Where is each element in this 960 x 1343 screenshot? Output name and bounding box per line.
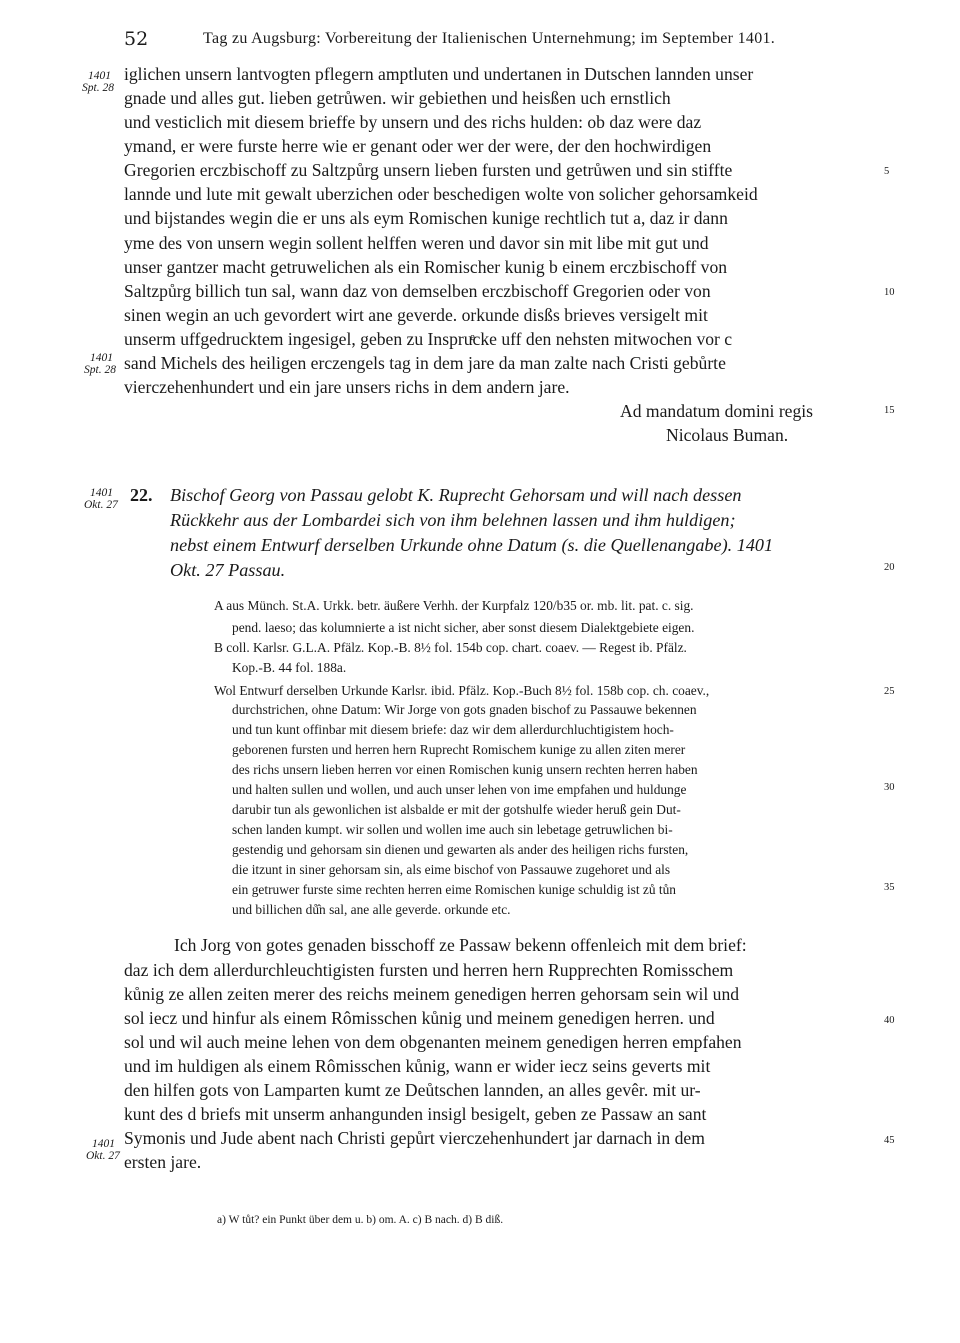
- source-line: gestendig und gehorsam sin dienen und gewarten als ander des heiligen richs fursten,: [232, 842, 689, 857]
- margin-date-note: 1401 Okt. 27: [86, 1138, 120, 1162]
- text-line: lannde und lute mit gewalt uberzichen oder beschedigen wolte von solicher gehorsamkeid: [124, 184, 758, 204]
- document-heading-line: Rückkehr aus der Lombardei sich von ihm belehnen lassen und ihm huldigen;: [170, 510, 736, 530]
- source-line: pend. laeso; das kolumnierte a ist nicht sicher, aber sonst diesem Dialektgebiete eigen.: [232, 620, 695, 635]
- footnotes: a) W tůt? ein Punkt über dem u. b) om. A. c) B nach. d) B diß.: [217, 1214, 504, 1226]
- line-number: 30: [884, 782, 895, 793]
- margin-date-note: 1401 Spt. 28: [82, 70, 114, 94]
- document-number: 22.: [130, 485, 153, 505]
- line-number: 15: [884, 405, 895, 416]
- source-line: geborenen fursten und herren hern Ruprecht Romischem kunige zu allen ziten merer: [232, 742, 686, 757]
- document-heading-line: Bischof Georg von Passau gelobt K. Ruprecht Gehorsam und will nach dessen: [170, 485, 742, 505]
- text-line: yme des von unsern wegin sollent helffen weren und davor sin mit libe mit gut und: [124, 233, 709, 253]
- line-number: 25: [884, 686, 895, 697]
- text-line: sol iecz und hinfur als einem Rômisschen kůnig und meinem genedigen herren. und: [124, 1008, 715, 1028]
- source-line: schen landen kumpt. wir sollen und wollen ime auch sin lebetage getruwlichen bi-: [232, 822, 673, 837]
- signature-line: Nicolaus Buman.: [666, 425, 789, 445]
- document-heading-line: nebst einem Entwurf derselben Urkunde ohne Datum (s. die Quellenangabe). 1401: [170, 535, 774, 555]
- document-heading-line: Okt. 27 Passau.: [170, 560, 286, 580]
- text-line: den hilfen gots von Lamparten kumt ze Deůtschen lannden, an alles gevêr. mit ur-: [124, 1080, 701, 1100]
- source-line: Wol Entwurf derselben Urkunde Karlsr. ibid. Pfälz. Kop.-Buch 8½ fol. 158b cop. ch. coaev.,: [214, 683, 710, 698]
- running-title: Tag zu Augsburg: Vorbereitung der Italienischen Unternehmung; im September 1401.: [203, 30, 776, 47]
- line-number: 35: [884, 882, 895, 893]
- signature-line: Ad mandatum domini regis: [620, 401, 814, 421]
- line-number: 40: [884, 1015, 895, 1026]
- margin-date-note: 1401 Okt. 27: [84, 487, 118, 511]
- line-number: 5: [884, 166, 890, 177]
- text-line: kůnig ze allen zeiten merer des reichs meinem genedigen herren gehorsam sein wil und: [124, 984, 740, 1004]
- line-number: 10: [884, 287, 895, 298]
- source-line: des richs unsern lieben herren vor einen Romischen kunig unsern rechten herren haben: [232, 762, 698, 777]
- text-line: und bijstandes wegin die er uns als eym Romischen kunige rechtlich tut a, daz ir dann: [124, 208, 728, 228]
- source-line: darubir tun als gewonlichen ist alsbalde er mit der gotshulfe wieder heruß gein Dut-: [232, 802, 681, 817]
- text-line: Symonis und Jude abent nach Christi gepůrt vierczehenhundert jar darnach in dem: [124, 1128, 705, 1148]
- line-number: 45: [884, 1135, 895, 1146]
- text-line: Saltzpůrg billich tun sal, wann daz von demselben erczbischoff Gregorien oder von: [124, 281, 711, 301]
- text-line: iglichen unsern lantvogten pflegern amptluten und undertanen in Dutschen lannden unser: [124, 64, 754, 84]
- source-line: Kop.-B. 44 fol. 188a.: [232, 660, 347, 675]
- text-line: Gregorien erczbischoff zu Saltzpůrg unsern lieben fursten und getrůwen und sin stiffte: [124, 160, 733, 180]
- text-line: unser gantzer macht getruwelichen als ein Romischer kunig b einem erczbischoff von: [124, 257, 728, 277]
- text-line: sol und wil auch meine lehen von dem obgenanten meinem genedigen herren empfahen: [124, 1032, 742, 1052]
- source-line: A aus Münch. St.A. Urkk. betr. äußere Verhh. der Kurpfalz 120/b35 or. mb. lit. pat. c. sig.: [214, 598, 694, 613]
- text-line: vierczehenhundert und ein jare unsers richs in dem andern jare.: [124, 377, 570, 397]
- line-number: 20: [884, 562, 895, 573]
- source-line: ein getruwer furste sime rechten herren eime Romischen kunige schuldig ist zů tůn: [232, 882, 676, 897]
- text-line: sand Michels des heiligen erczengels tag in dem jare da man zalte nach Cristi gebůrte: [124, 353, 726, 373]
- text-line: gnade und alles gut. lieben getrůwen. wir gebiethen und heisßen uch ernstlich: [124, 88, 671, 108]
- text-line: und im huldigen als einem Rômisschen kůnig, wann er wider iecz seins geverts mit: [124, 1056, 711, 1076]
- text-line: ymand, er were furste herre wie er genant oder wer der were, der den hochwirdigen: [124, 136, 712, 156]
- source-line: durchstrichen, ohne Datum: Wir Jorge von gots gnaden bischof zu Passauwe bekennen: [232, 702, 697, 717]
- source-line: und billichen dů̂n sal, ane alle geverde. orkunde etc.: [232, 902, 511, 917]
- text-line: kunt des d briefs mit unserm anhangunden insigl besigelt, geben ze Passaw an sant: [124, 1104, 707, 1124]
- page-number: 52: [124, 28, 149, 50]
- margin-date-note: 1401 Spt. 28: [84, 352, 116, 376]
- source-line: und halten sullen und wollen, und auch unser lehen von ime empfahen und huldunge: [232, 782, 687, 797]
- text-line: Ich Jorg von gotes genaden bisschoff ze Passaw bekenn offenleich mit dem brief:: [174, 935, 747, 955]
- text-line: ersten jare.: [124, 1152, 202, 1172]
- text-line: und vesticlich mit diesem brieffe by unsern und des richs hulden: ob daz were daz: [124, 112, 702, 132]
- text-line: sinen wegin an uch gevordert wirt ane geverde. orkunde disßs brieves versigelt mit: [124, 305, 708, 325]
- source-line: und tun kunt offinbar mit diesem briefe: daz wir dem allerdurchluchtigistem hoch-: [232, 722, 674, 737]
- source-line: B coll. Karlsr. G.L.A. Pfälz. Kop.-B. 8½ fol. 154b cop. chart. coaev. — Regest ib. Pfälz.: [214, 640, 687, 655]
- text-line: unserm uffgedrucktem ingesigel, geben zu Inspruͤcke uff den nehsten mitwochen vor c: [124, 329, 733, 349]
- source-line: die itzunt in siner gehorsam sin, als eime bischof von Passauwe zugehoret und als: [232, 862, 671, 877]
- text-line: daz ich dem allerdurchleuchtigisten fursten und herren hern Rupprechten Romisschem: [124, 960, 734, 980]
